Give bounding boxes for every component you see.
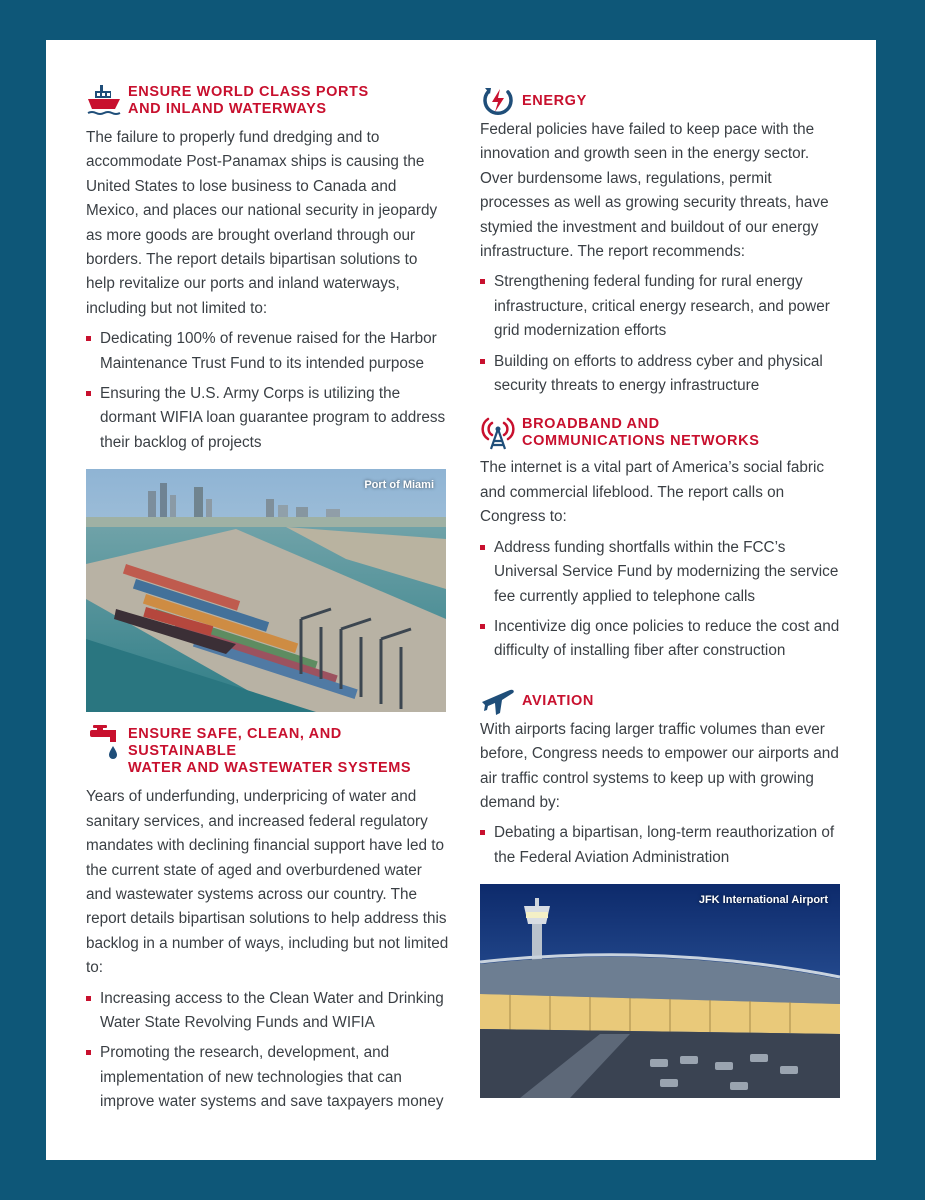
energy-bullet-1: Strengthening federal funding for rural energy infrastructure, critical energy research, and power grid modernization efforts — [480, 270, 844, 343]
water-bullets — [86, 987, 450, 1115]
broadband-bullets — [480, 536, 844, 664]
ports-body: The failure to properly fund dredging and to accommodate Post-Panamax ships is causing the United States to lose business to Canada and Mexico, and places our national security in jeopardy as more goods are brought overland through our borders. The report details bipartisan solutions to help revitalize our ports and inland waterways, including but not limited to: — [86, 129, 438, 317]
aviation-heading — [480, 684, 844, 718]
jfk-airport-photo — [480, 884, 840, 1098]
port-photo-caption: Port of Miami — [364, 479, 434, 492]
left-column — [86, 40, 450, 1115]
broadband-heading-line2: COMMUNICATIONS NETWORKS — [522, 433, 760, 450]
water-bullet-2: Promoting the research, development, and implementation of new technologies that can improve water systems and save taxpayers money — [86, 1041, 450, 1114]
energy-heading — [480, 84, 844, 118]
ports-bullet-1: Dedicating 100% of revenue raised for the Harbor Maintenance Trust Fund to its intended purpose — [86, 327, 450, 376]
water-heading-line2: WATER AND WASTEWATER SYSTEMS — [128, 760, 412, 777]
port-photo-illustration — [86, 469, 446, 712]
water-heading — [86, 726, 450, 777]
water-body: Years of underfunding, underpricing of water and sanitary services, and increased federal regulatory mandates with declining financial support have led to the current state of aged and overburdened water and wastewater systems across our country. The report details bipartisan solutions to help address this backlog in a number of ways, including but not limited to: — [86, 788, 449, 977]
water-bullet-1: Increasing access to the Clean Water and Drinking Water State Revolving Funds and WIFIA — [86, 987, 450, 1036]
airport-photo-caption: JFK International Airport — [698, 894, 828, 907]
broadband-bullet-2: Incentivize dig once policies to reduce the cost and difficulty of installing fiber after construction — [480, 615, 844, 664]
ports-bullet-2: Ensuring the U.S. Army Corps is utilizing the dormant WIFIA loan guarantee program to address their backlog of projects — [86, 382, 450, 455]
ports-heading — [86, 84, 450, 118]
broadband-heading-line1: BROADBAND AND — [522, 416, 660, 433]
airplane-icon — [480, 682, 516, 718]
ports-heading-line2: AND INLAND WATERWAYS — [128, 101, 327, 117]
ports-bullets — [86, 327, 450, 455]
airport-photo-illustration — [480, 884, 840, 1098]
ship-icon — [86, 82, 122, 118]
report-page — [46, 40, 876, 1160]
aviation-heading-text: AVIATION — [522, 692, 594, 709]
broadband-body: The internet is a vital part of America’s social fabric and commercial lifeblood. The report calls on Congress to: — [480, 459, 825, 526]
power-bolt-icon — [480, 82, 516, 118]
water-heading-line1: ENSURE SAFE, CLEAN, AND SUSTAINABLE — [128, 726, 342, 760]
energy-bullet-2: Building on efforts to address cyber and physical security threats to energy infrastructure — [480, 350, 844, 399]
energy-body: Federal policies have failed to keep pace with the innovation and growth seen in the energy sector. Over burdensome laws, regulations, permit processes as well as growing security threats, have stymied the investment and buildout of our energy infrastructure. The report recommends: — [480, 121, 829, 261]
aviation-bullet-1: Debating a bipartisan, long-term reauthorization of the Federal Aviation Administration — [480, 821, 844, 870]
aviation-bullets — [480, 821, 844, 870]
energy-bullets — [480, 270, 844, 398]
radio-tower-icon — [480, 414, 516, 450]
faucet-icon — [86, 724, 122, 760]
right-column — [480, 40, 844, 1098]
energy-heading-text: ENERGY — [522, 93, 587, 109]
port-of-miami-photo — [86, 469, 446, 712]
ports-heading-line1: ENSURE WORLD CLASS PORTS — [128, 84, 369, 100]
broadband-heading — [480, 416, 844, 450]
aviation-body: With airports facing larger traffic volumes than ever before, Congress needs to empower our airports and air traffic control systems to keep up with growing demand by: — [480, 720, 839, 811]
broadband-bullet-1: Address funding shortfalls within the FCC’s Universal Service Fund by modernizing the service fee currently applied to telephone calls — [480, 536, 844, 609]
